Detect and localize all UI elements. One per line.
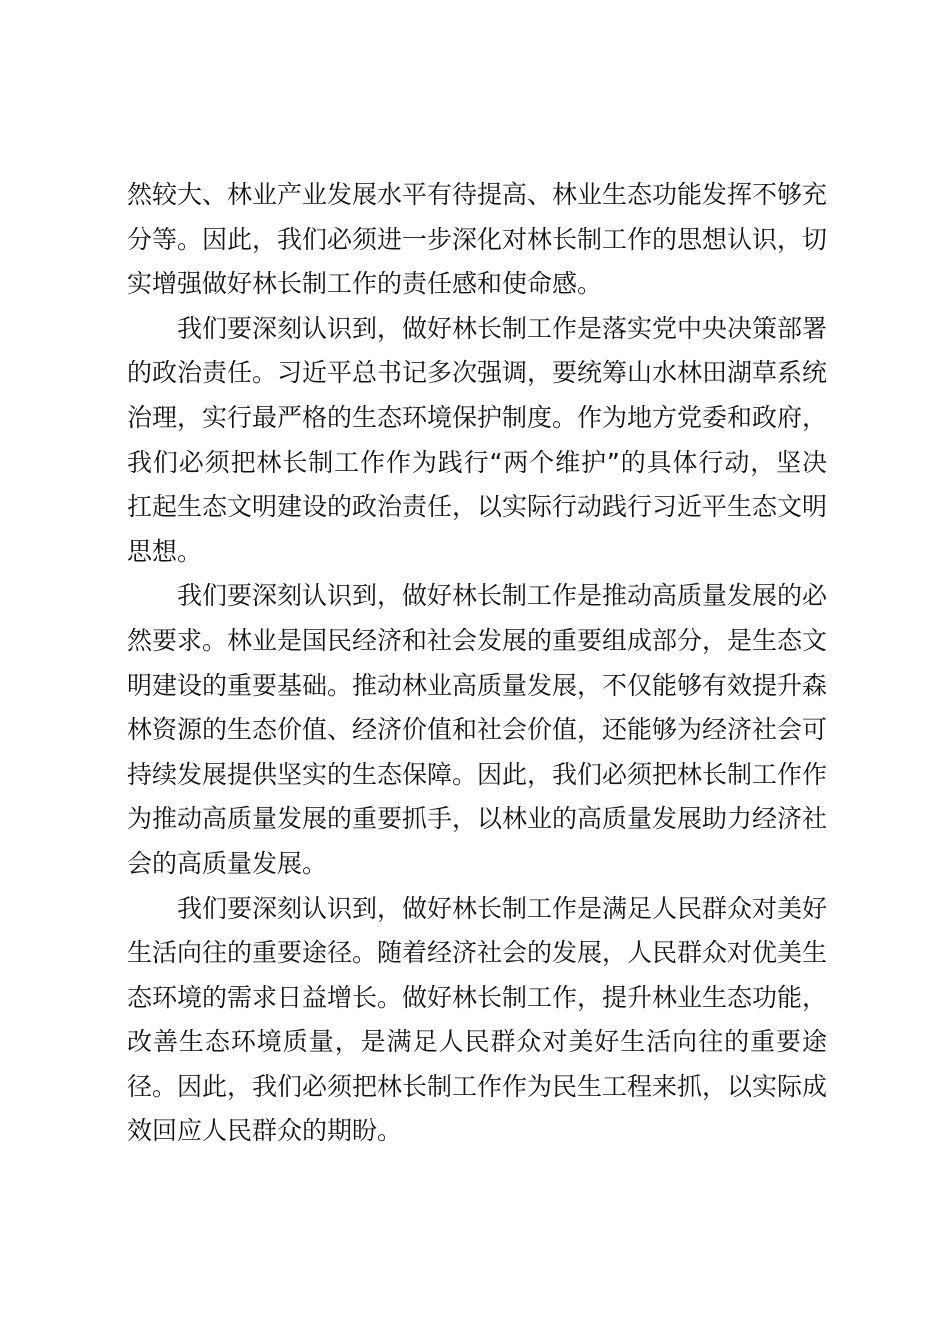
document-page — [127, 173, 827, 1154]
paragraph-people-wellbeing: 我们要深刻认识到，做好林长制工作是满足人民群众对美好生活向往的重要途径。随着经济社会的发展，人民群众对优美生态环境的需求日益增长。做好林长制工作，提升林业生态功能，改善生态环境质量，是满足人民群众对美好生活向往的重要途径。因此，我们必须把林长制工作作为民生工程来抓，以实际成效回应人民群众的期盼。 — [127, 893, 828, 1146]
paragraph-continuation: 然较大、林业产业发展水平有待提高、林业生态功能发挥不够充分等。因此，我们必须进一步深化对林长制工作的思想认识，切实增强做好林长制工作的责任感和使命感。 — [127, 180, 828, 299]
paragraph-political-responsibility: 我们要深刻认识到，做好林长制工作是落实党中央决策部署的政治责任。习近平总书记多次强调，要统筹山水林田湖草系统治理，实行最严格的生态环境保护制度。作为地方党委和政府，我们必须把林长制工作作为践行“两个维护”的具体行动，坚决扛起生态文明建设的政治责任，以实际行动践行习近平生态文明思想。 — [127, 313, 828, 566]
paragraph-high-quality-development: 我们要深刻认识到，做好林长制工作是推动高质量发展的必然要求。林业是国民经济和社会发展的重要组成部分，是生态文明建设的重要基础。推动林业高质量发展，不仅能够有效提升森林资源的生态价值、经济价值和社会价值，还能够为经济社会可持续发展提供坚实的生态保障。因此，我们必须把林长制工作作为推动高质量发展的重要抓手，以林业的高质量发展助力经济社会的高质量发展。 — [127, 581, 828, 878]
